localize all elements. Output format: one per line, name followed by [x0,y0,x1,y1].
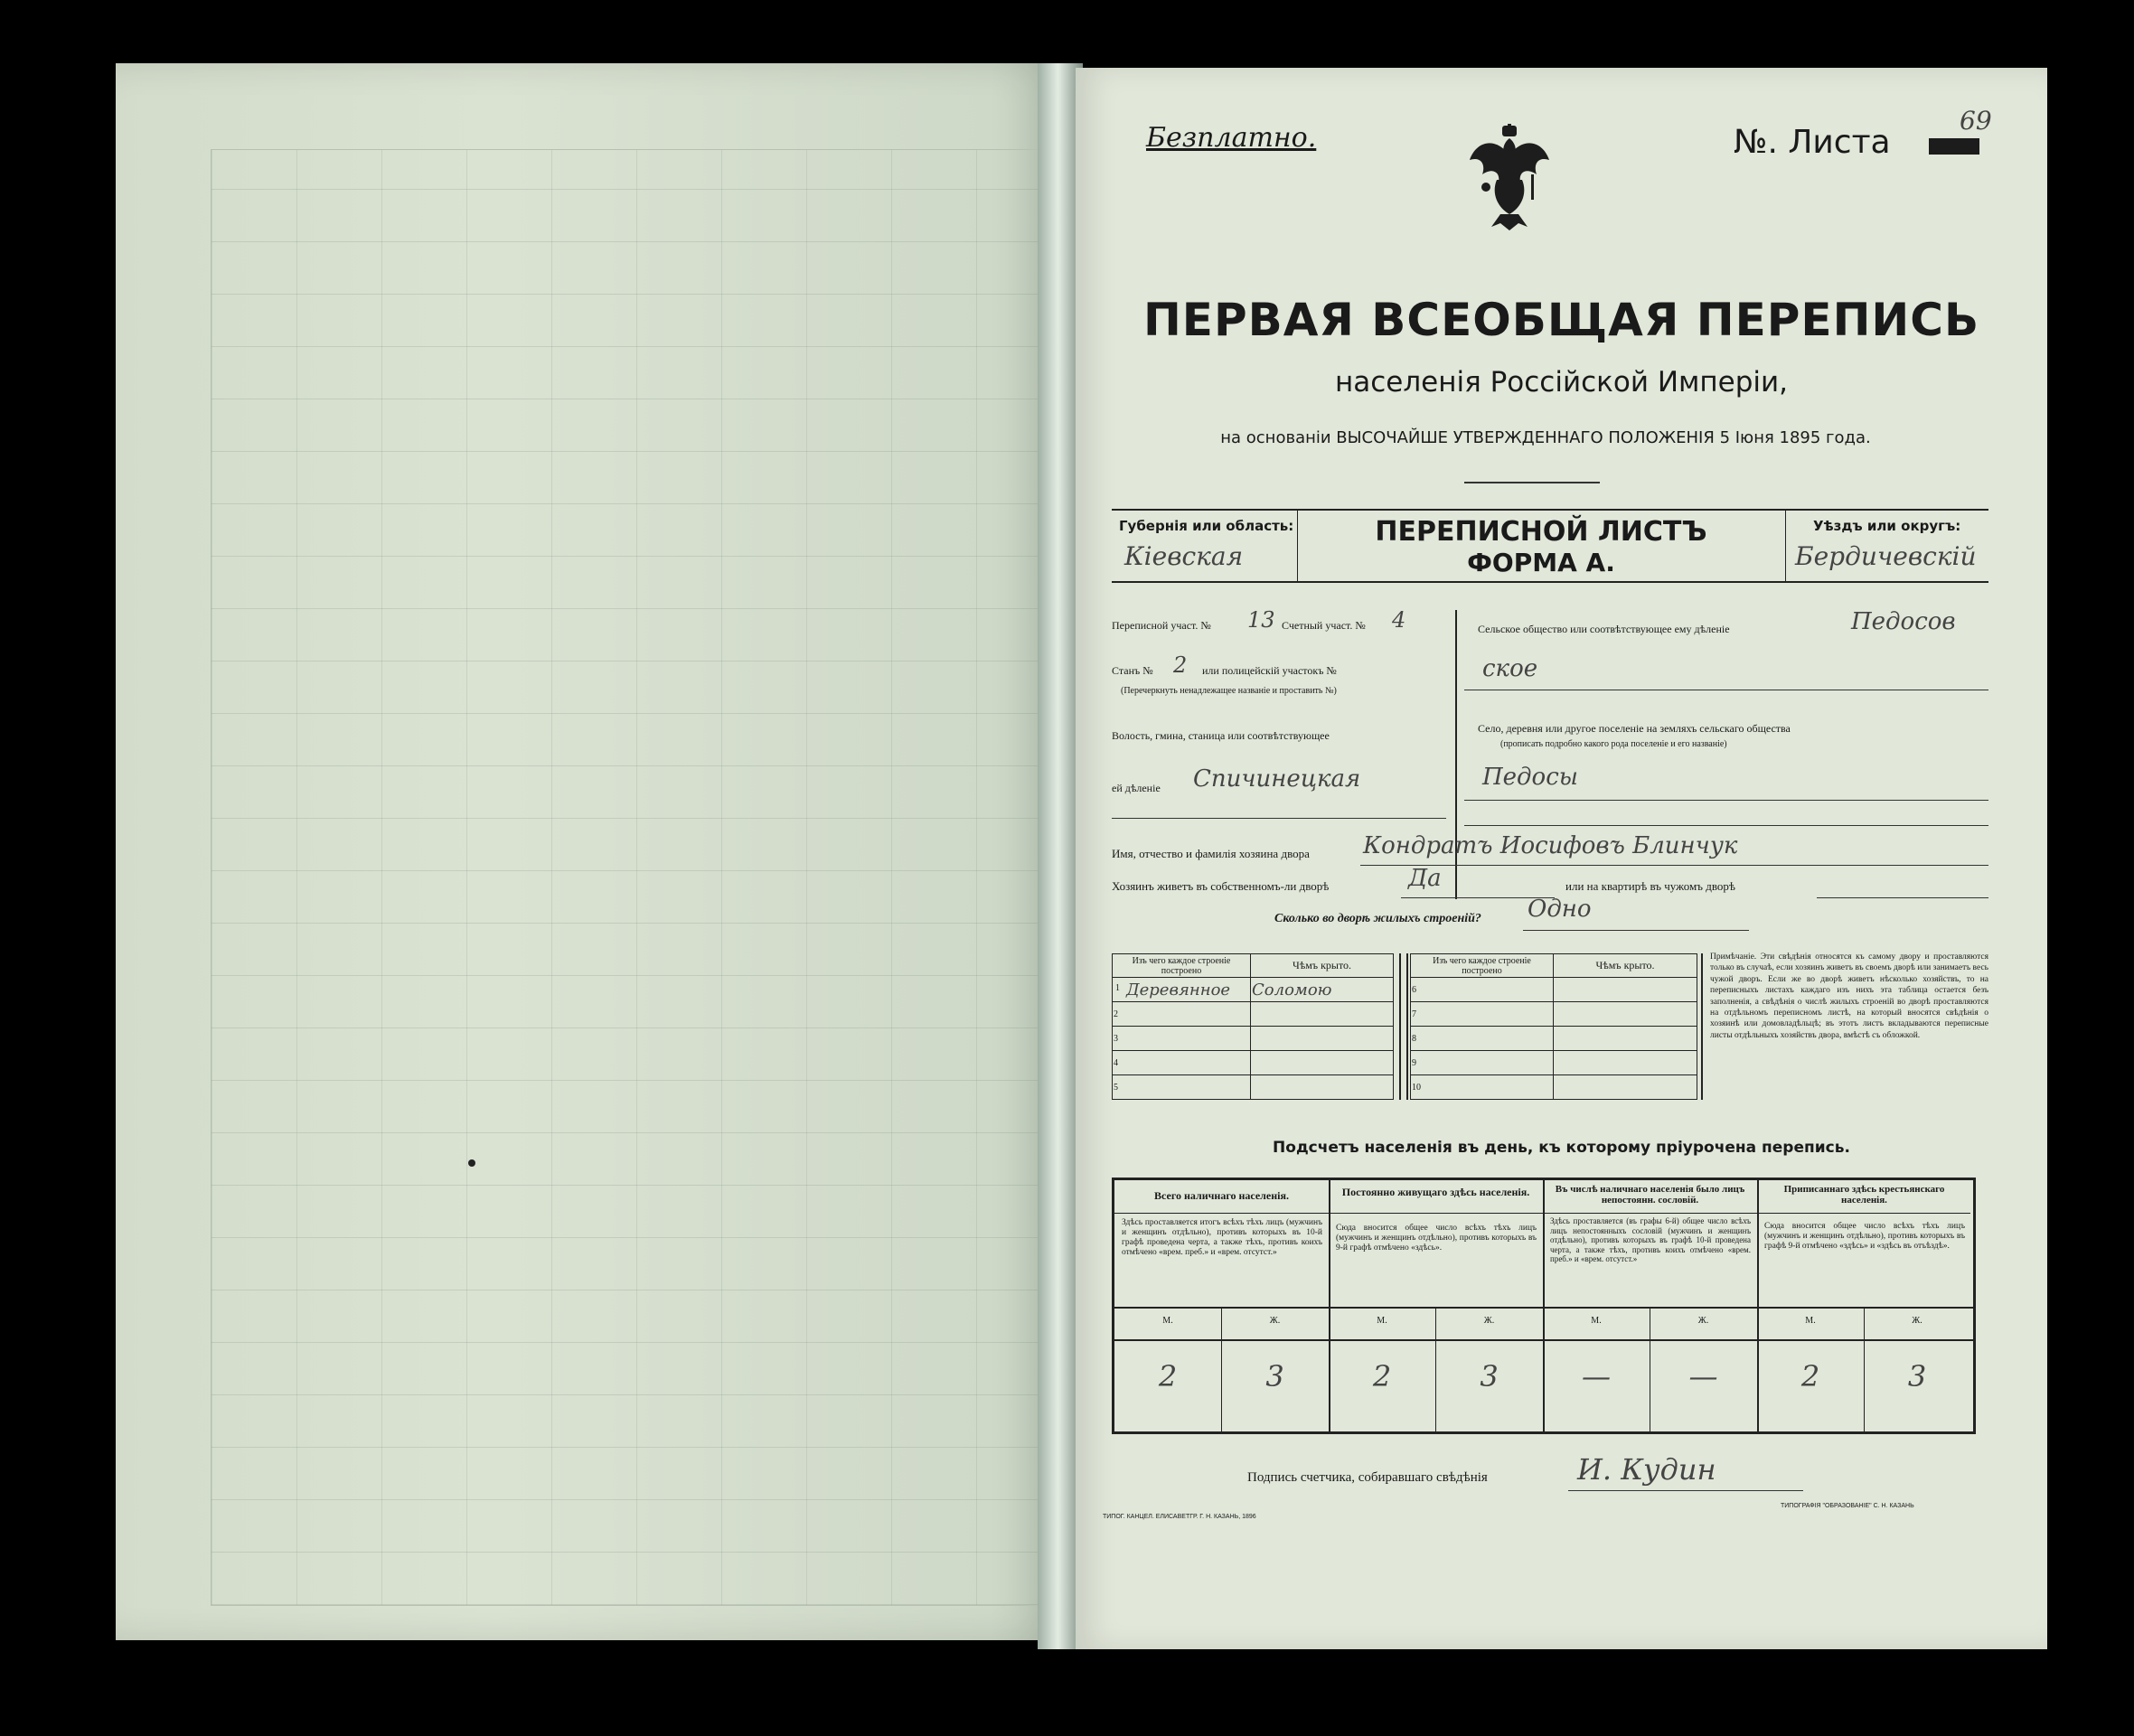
col-roof-header: Чѣмъ крыто. [1251,954,1394,978]
own-yard-label: Хозяинъ живетъ въ собственномъ-ли дворѣ [1112,879,1330,893]
form-header-box [1112,509,1988,583]
signature-label: Подпись счетчика, собиравшаго свѣдѣнія [1247,1470,1488,1485]
stan-value: 2 [1173,652,1188,678]
table-row: 2 [1113,1002,1394,1027]
group-registered: Приписаннаго здѣсь крестьянскаго населенія. Сюда вносится общее число всѣхъ тѣхъ лицъ (мужчинъ и женщинъ отдѣльно), противъ которыхъ въ графѣ 9-й отмѣчено «здѣсь» и «здѣсь въ отъѣздѣ». [1757,1180,1970,1431]
table-right-rule [1701,953,1708,1100]
population-table: Всего наличнаго населенія. Здѣсь проставляется итогъ всѣхъ тѣхъ лицъ (мужчинъ и женщинъ отдѣльно), противъ которыхъ въ 10-й графѣ проведена черта, а также тѣхъ, противъ коихъ отмѣчено «врем. преб.» и «врем. отсутст.» Постоянно живущаго здѣсь населенія. Сюда вносится общее число всѣхъ тѣхъ лицъ (мужчинъ и женщинъ отдѣльно), противъ которыхъ въ 9-й графѣ отмѣчено «здѣсь». Въ числѣ наличнаго населенія было лицъ непостоянн. сословій. Здѣсь проставляется (въ графы 6-й) общее число всѣхъ лицъ непостоянныхъ сословій (мужчинъ и женщинъ отдѣльно), противъ которыхъ въ графѣ 10-й проведена черта, а также тѣхъ, противъ коихъ отмѣчено «врем. преб.» и «врем. отсутст.» Приписаннаго здѣсь крестьянскаго населенія. Сюда вносится общее число всѣхъ тѣхъ лицъ (мужчинъ и женщинъ отдѣльно), противъ которыхъ въ графѣ 9-й отмѣчено «здѣсь» и «здѣсь въ отъѣздѣ». М. Ж. М. Ж. М. Ж. М. Ж. 2 3 2 3 — — 2 3 [1112,1178,1976,1434]
signature-value: И. Кудин [1577,1452,1716,1487]
nonpermanent-female-value: — [1688,1359,1718,1393]
census-form-page [1076,68,2047,1649]
census-basis: на основаніи ВЫСОЧАЙШЕ УТВЕРЖДЕННАГО ПОЛОЖЕНІЯ 5 Іюня 1895 года. [1220,428,1871,447]
rent-label: или на квартирѣ въ чужомъ дворѣ [1565,879,1735,893]
district-value: Бердичевскій [1795,541,1977,571]
group-permanent: Постоянно живущаго здѣсь населенія. Сюда вносится общее число всѣхъ тѣхъ лицъ (мужчинъ и женщинъ отдѣльно), противъ которыхъ въ 9-й графѣ отмѣчено «здѣсь». [1329,1180,1545,1431]
province-value: Кіевская [1124,541,1244,571]
imprint-right: ТИПОГРАФІЯ "ОБРАЗОВАНІЕ" С. Н. КАЗАНЬ [1781,1503,1914,1509]
province-label: Губернія или область: [1119,518,1294,534]
census-title: ПЕРВАЯ ВСЕОБЩАЯ ПЕРЕПИСЬ [1142,294,1980,346]
group-nonpermanent: Въ числѣ наличнаго населенія было лицъ непостоянн. сословій. Здѣсь проставляется (въ графы 6-й) общее число всѣхъ лицъ непостоянныхъ сословій (мужчинъ и женщинъ отдѣльно), противъ которыхъ въ графѣ 10-й проведена черта, а также тѣхъ, противъ коихъ отмѣчено «врем. преб.» и «врем. отсутст.» [1543,1180,1759,1431]
imprint-left: ТИПОГ. КАНЦЕЛ. ЕЛИСАВЕТГР. Г. Н. КАЗАНЬ, 1896 [1103,1514,1256,1520]
sheet-title-cell [1297,511,1785,581]
col-material-header-2: Изъ чего каждое строеніе построено [1411,954,1554,978]
total-female-value: 3 [1265,1359,1284,1393]
buildings-value: Одно [1528,896,1592,923]
permanent-male-value: 2 [1372,1359,1392,1393]
buildings-table-right [1410,953,1697,1100]
owner-name-label: Имя, отчество и фамилія хозяина двора [1112,847,1310,860]
col-material-header: Изъ чего каждое строеніе построено [1113,954,1251,978]
society-value-2: ское [1482,655,1538,682]
sheet-number-label: №. Листа [1734,124,1891,161]
table-row: 5 [1113,1075,1394,1100]
buildings-label: Сколько во дворѣ жилыхъ строеній? [1274,912,1481,925]
redaction-block [1929,138,1979,155]
owner-name-value: Кондратъ Иосифовъ Блинчук [1363,832,1738,859]
census-district-label: Переписной участ. № [1112,619,1211,632]
buildings-note: Примѣчаніе. Эти свѣдѣнія относятся къ самому двору и проставляются только въ случаѣ, если хозяинъ живетъ въ своемъ дворѣ или занимаетъ весь чужой дворъ. Если же во дворѣ живетъ нѣсколько хозяйствъ, то на переписныхъ листахъ каждаго изъ нихъ эта таблица остается безъ заполненія, а свѣдѣнія о числѣ жилыхъ строеній во дворѣ проставляются на отдѣльномъ переписномъ листѣ, на который вносятся свѣдѣнія о хозяинѣ или домовладѣльцѣ; въ этотъ листъ вкладываются переписные листы отдѣльныхъ хозяйствъ двора, вмѣстѣ съ обложкой. [1710,952,1988,1040]
table-row: 3 [1113,1027,1394,1051]
table-row: 7 [1411,1002,1697,1027]
counting-district-label: Счетный участ. № [1282,619,1366,632]
left-page-grid [211,149,1062,1606]
village-note: (прописать подробно какого рода поселеніе и его названіе) [1500,739,1727,749]
population-title: Подсчетъ населенія въ день, къ которому пріурочена перепись. [1273,1139,1850,1157]
table-row: 1 Деревянное Соломою [1113,978,1394,1002]
free-label: Безплатно. [1146,122,1317,154]
imperial-eagle-icon [1464,124,1555,232]
registered-female-value: 3 [1907,1359,1927,1393]
police-label: или полицейскій участокъ № [1202,664,1337,677]
table-row: 6 [1411,978,1697,1002]
table-row: 4 [1113,1051,1394,1075]
police-note: (Перечеркнуть ненадлежащее названіе и проставить №) [1121,686,1337,696]
table-double-rule [1399,953,1408,1100]
census-district-value: 13 [1247,607,1275,633]
own-yard-value: Да [1408,865,1442,892]
district-label: Уѣздъ или округъ: [1813,518,1961,534]
district-cell [1785,511,1989,581]
sheet-title: ПЕРЕПИСНОЙ ЛИСТЪ [1375,516,1707,548]
census-subtitle: населенія Россійской Имперіи, [1334,366,1789,399]
left-page [116,63,1067,1640]
ornament-divider [1464,482,1600,483]
society-value-1: Педосов [1851,608,1956,635]
volost-label: Волость, гмина, станица или соотвѣтствующее [1112,729,1330,742]
society-label: Сельское общество или соотвѣтствующее ему дѣленіе [1478,623,1730,635]
ink-dot [468,1159,475,1167]
counting-district-value: 4 [1392,607,1406,633]
total-male-value: 2 [1158,1359,1178,1393]
permanent-female-value: 3 [1480,1359,1499,1393]
nonpermanent-male-value: — [1582,1359,1611,1393]
province-cell [1112,511,1298,581]
volost-label-2: ей дѣленіе [1112,782,1161,794]
village-value: Педосы [1482,764,1578,791]
form-title: ФОРМА А. [1467,548,1615,577]
table-row: 8 [1411,1027,1697,1051]
table-row: 10 [1411,1075,1697,1100]
buildings-table-left [1112,953,1394,1100]
registered-male-value: 2 [1800,1359,1820,1393]
table-row: 9 [1411,1051,1697,1075]
stan-label: Станъ № [1112,664,1153,677]
group-total: Всего наличнаго населенія. Здѣсь проставляется итогъ всѣхъ тѣхъ лицъ (мужчинъ и женщинъ отдѣльно), противъ которыхъ въ 10-й графѣ проведена черта, а также тѣхъ, противъ коихъ отмѣчено «врем. преб.» и «врем. отсутст.» [1114,1180,1330,1431]
village-label: Село, деревня или другое поселеніе на земляхъ сельскаго общества [1478,722,1791,735]
col-roof-header-2: Чѣмъ крыто. [1554,954,1697,978]
volost-value: Спичинецкая [1193,765,1361,793]
sheet-number: 69 [1960,106,1992,136]
